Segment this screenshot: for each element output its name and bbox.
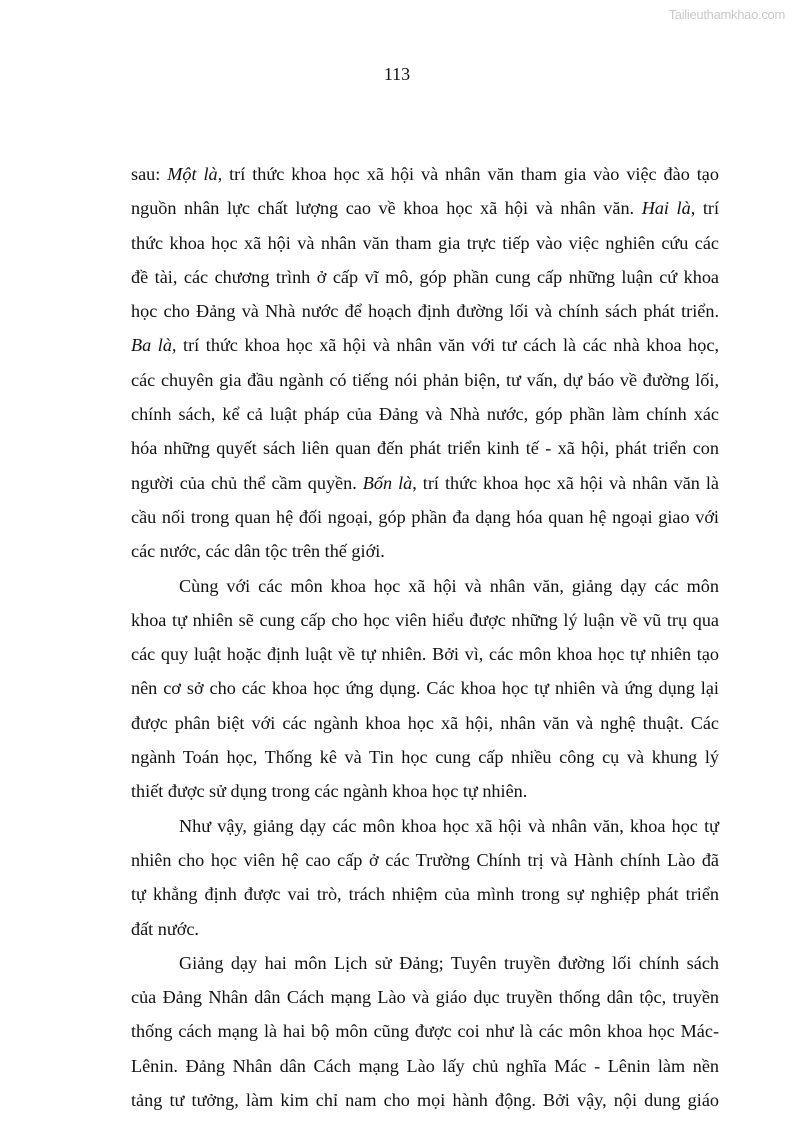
italic-run: Một là, — [167, 164, 223, 184]
text-run: thống cách mạng là hai bộ môn cũng được coi như là các môn khoa học Mác- — [131, 1021, 719, 1042]
text-run: của Đảng Nhân dân Cách mạng Lào và giáo dục truyền thống dân tộc, truyền — [131, 987, 719, 1008]
text-line — [131, 569, 719, 603]
text-line — [131, 637, 719, 671]
text-line — [131, 774, 719, 808]
text-line — [131, 980, 719, 1014]
text-run: tảng tư tưởng, làm kim chỉ nam cho mọi hành động. Bởi vậy, nội dung giáo — [131, 1090, 719, 1111]
text-line — [131, 534, 719, 568]
page-number: 113 — [383, 64, 411, 84]
text-line — [131, 1014, 719, 1048]
text-run: thiết được sử dụng trong các ngành khoa học tự nhiên. — [131, 781, 528, 802]
italic-run: Ba là, — [131, 335, 177, 356]
text-line — [131, 1049, 719, 1083]
text-run: , trí thức khoa học xã hội và nhân văn là — [412, 472, 719, 493]
text-line — [131, 397, 719, 431]
text-run: thức khoa học xã hội và nhân văn tham gia trực tiếp vào việc nghiên cứu các — [131, 232, 719, 253]
text-run: Lênin. Đảng Nhân dân Cách mạng Lào lấy chủ nghĩa Mác - Lênin làm nền — [131, 1055, 719, 1076]
text-line — [131, 946, 719, 980]
watermark: Tailieuthamkhao.com — [668, 7, 785, 22]
text-line — [131, 328, 719, 362]
text-line — [131, 706, 719, 740]
text-line — [131, 466, 719, 500]
text-run: Cùng với các môn khoa học xã hội và nhân văn, giảng dạy các môn — [179, 575, 719, 596]
text-run: được phân biệt với các ngành khoa học xã hội, nhân văn và nghệ thuật. Các — [131, 712, 719, 733]
text-line — [131, 603, 719, 637]
text-run: nguồn nhân lực chất lượng cao về khoa học xã hội và nhân văn. — [131, 198, 642, 219]
text-run: Giảng dạy hai môn Lịch sử Đảng; Tuyên truyền đường lối chính sách — [179, 952, 719, 973]
italic-run: Bốn là — [362, 472, 413, 493]
text-line — [131, 1083, 719, 1117]
text-line — [131, 260, 719, 294]
text-line — [131, 294, 719, 328]
text-run: trí thức khoa học xã hội và nhân văn với tư cách là các nhà khoa học, — [176, 335, 719, 356]
text-run: các chuyên gia đầu ngành có tiếng nói phản biện, tư vấn, dự báo về đường lối, — [131, 369, 719, 390]
text-line — [131, 191, 719, 225]
text-run: đề tài, các chương trình ở cấp vĩ mô, góp phần cung cấp những luận cứ khoa — [131, 266, 719, 287]
body-text — [131, 157, 719, 1117]
text-run: học cho Đảng và Nhà nước để hoạch định đường lối và chính sách phát triển. — [131, 301, 719, 322]
text-run: các quy luật hoặc định luật về tự nhiên. Bởi vì, các môn khoa học tự nhiên tạo — [131, 644, 719, 665]
text-run: các nước, các dân tộc trên thế giới. — [131, 541, 385, 562]
text-line — [131, 363, 719, 397]
text-line — [131, 877, 719, 911]
text-line — [131, 671, 719, 705]
text-line — [131, 226, 719, 260]
text-run: trí — [695, 198, 719, 219]
text-run: nhiên cho học viên hệ cao cấp ở các Trường Chính trị và Hành chính Lào đã — [131, 849, 719, 870]
text-line — [131, 843, 719, 877]
text-line — [131, 912, 719, 946]
text-run: sau: — [131, 164, 168, 184]
text-run: Như vậy, giảng dạy các môn khoa học xã hội và nhân văn, khoa học tự — [179, 815, 719, 836]
text-line — [131, 500, 719, 534]
text-run: nên cơ sở cho các khoa học ứng dụng. Các khoa học tự nhiên và ứng dụng lại — [131, 678, 719, 699]
text-line — [131, 740, 719, 774]
text-run: người của chủ thể cầm quyền. — [131, 472, 363, 493]
text-run: chính sách, kể cả luật pháp của Đảng và Nhà nước, góp phần làm chính xác — [131, 404, 719, 425]
text-run: tự khẳng định được vai trò, trách nhiệm của mình trong sự nghiệp phát triển — [131, 884, 719, 905]
text-run: khoa tự nhiên sẽ cung cấp cho học viên hiểu được những lý luận về vũ trụ qua — [131, 609, 719, 630]
text-line — [131, 157, 719, 191]
italic-run: Hai là, — [641, 198, 696, 219]
text-run: đất nước. — [131, 918, 199, 939]
text-run: trí thức khoa học xã hội và nhân văn tham gia vào việc đào tạo — [222, 164, 719, 184]
text-run: ngành Toán học, Thống kê và Tin học cung cấp nhiều công cụ và khung lý — [131, 747, 719, 768]
text-line — [131, 809, 719, 843]
text-line — [131, 431, 719, 465]
text-run: cầu nối trong quan hệ đối ngoại, góp phần đa dạng hóa quan hệ ngoại giao với — [131, 506, 719, 527]
text-run: hóa những quyết sách liên quan đến phát triển kinh tế - xã hội, phát triển con — [131, 438, 719, 459]
